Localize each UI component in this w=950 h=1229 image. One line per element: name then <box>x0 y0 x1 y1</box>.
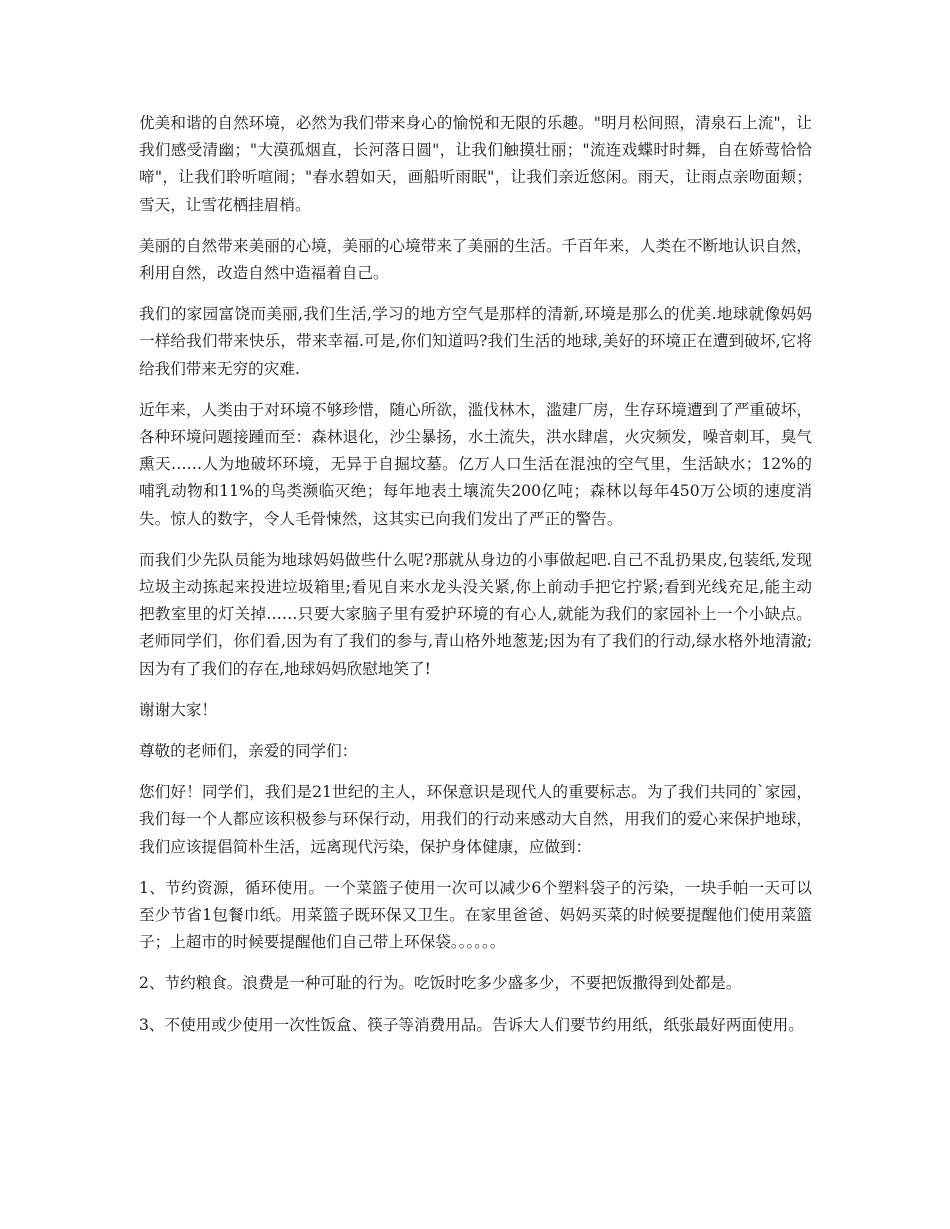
paragraph-item-3: 3、不使用或少使用一次性饭盒、筷子等消费用品。告诉大人们要节约用纸，纸张最好两面使用。 <box>139 1015 804 1034</box>
paragraph-item-1: 1、节约资源，循环使用。一个菜篮子使用一次可以减少6个塑料袋子的污染，一块手帕一天可以至少节省1包餐巾纸。用菜篮子既环保又卫生。在家里爸爸、妈妈买菜的时候要提醒他们使用菜篮子；上超市的时候要提醒他们自己带上环保袋。。。。。。 <box>139 878 812 952</box>
paragraph-greeting: 您们好！同学们，我们是21世纪的主人，环保意识是现代人的重要标志。为了我们共同的`家园，我们每一个人都应该积极参与环保行动，用我们的行动来感动大自然，用我们的爱心来保护地球，我们应该提倡简朴生活，远离现代污染，保护身体健康，应做到： <box>139 783 812 856</box>
paragraph-environment-damage: 近年来，人类由于对环境不够珍惜，随心所欲，滥伐林木，滥建厂房，生存环境遭到了严重破坏，各种环境问题接踵而至：森林退化，沙尘暴扬，水土流失，洪水肆虐，火灾频发，噪音刺耳，臭气熏天……人为地破坏环境，无异于自掘坟墓。亿万人口生活在混浊的空气里，生活缺水；12%的哺乳动物和11%的鸟类濒临灭绝；每年地表土壤流失200亿吨；森林以每年450万公顷的速度消失。惊人的数字，令人毛骨悚然，这其实已向我们发出了严正的警告。 <box>139 400 812 528</box>
paragraph-beautiful-mood: 美丽的自然带来美丽的心境，美丽的心境带来了美丽的生活。千百年来，人类在不断地认识自然，利用自然，改造自然中造福着自己。 <box>139 236 812 283</box>
paragraph-thanks: 谢谢大家！ <box>139 700 217 719</box>
paragraph-natural-beauty: 优美和谐的自然环境，必然为我们带来身心的愉悦和无限的乐趣。"明月松间照，清泉石上流"，让我们感受清幽；"大漠孤烟直，长河落日圆"，让我们触摸壮丽；"流连戏蝶时时舞，自在娇莺恰恰啼"，让我们聆听喧闹；"春水碧如天，画船听雨眠"，让我们亲近悠闲。雨天，让雨点亲吻面颊；雪天，让雪花栖挂眉梢。 <box>139 114 812 214</box>
paragraph-young-pioneers: 而我们少先队员能为地球妈妈做些什么呢?那就从身边的小事做起吧.自己不乱扔果皮,包装纸,发现垃圾主动拣起来投进垃圾箱里;看见自来水龙头没关紧,你上前动手把它拧紧;看到光线充足,能主动把教室里的灯关掉……只要大家脑子里有爱护环境的有心人,就能为我们的家园补上一个小缺点。老师同学们，你们看,因为有了我们的参与,青山格外地葱茏;因为有了我们的行动,绿水格外地清澈;因为有了我们的存在,地球妈妈欣慰地笑了! <box>139 550 812 678</box>
paragraph-our-homeland: 我们的家园富饶而美丽,我们生活,学习的地方空气是那样的清新,环境是那么的优美.地球就像妈妈一样给我们带来快乐，带来幸福.可是,你们知道吗?我们生活的地球,美好的环境正在遭到破坏,它将给我们带来无穷的灾难. <box>139 305 812 378</box>
paragraph-item-2: 2、节约粮食。浪费是一种可耻的行为。吃饭时吃多少盛多少，不要把饭撒得到处都是。 <box>139 974 742 993</box>
paragraph-salutation: 尊敬的老师们，亲爱的同学们： <box>139 742 358 761</box>
